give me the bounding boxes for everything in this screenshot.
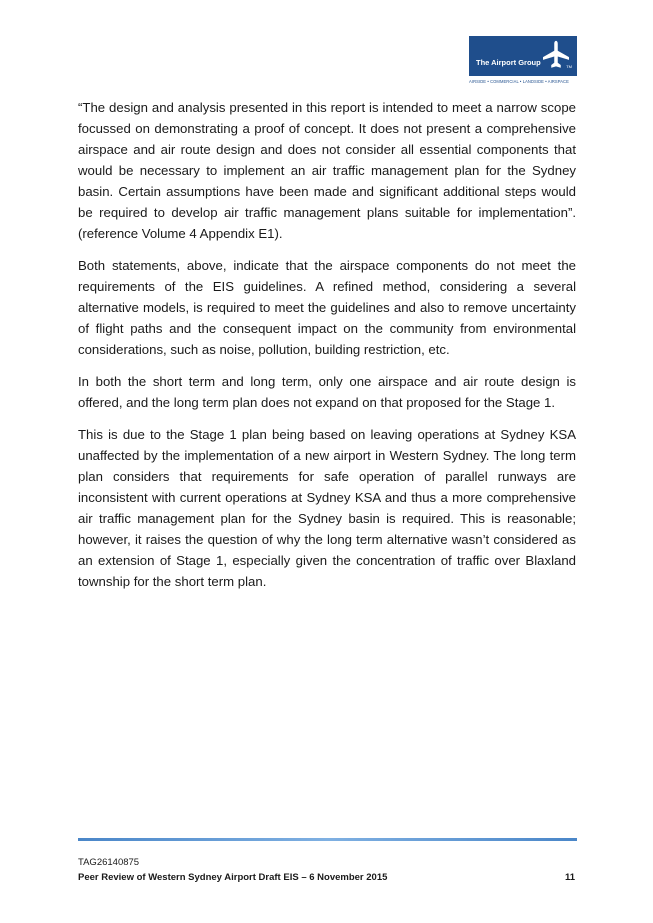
logo-badge [469,36,577,76]
company-logo [469,36,577,91]
footer-divider [78,838,577,841]
paragraph-short-long-term: In both the short term and long term, only one airspace and air route design is offered, and the long term plan does not expand on that proposed for the Stage 1. [78,374,576,410]
body-text [78,97,576,603]
logo-name: The Airport Group [476,58,541,67]
document-title: Peer Review of Western Sydney Airport Draft EIS – 6 November 2015 [78,872,388,883]
paragraph-quote: “The design and analysis presented in this report is intended to meet a narrow scope focussed on demonstrating a proof of concept. It does not present a comprehensive airspace and air route design and does not consider all essential components that would be necessary to implement an air traffic management plan for the Sydney basin. Certain assumptions have been made and significant additional steps would be required to develop air traffic management plans suitable for implementation”. (reference Volume 4 Appendix E1). [78,100,576,241]
paragraph-stage-1: This is due to the Stage 1 plan being based on leaving operations at Sydney KSA unaffected by the implementation of a new airport in Western Sydney. The long term plan considers that requirements for safe operation of parallel runways are inconsistent with current operations at Sydney KSA and thus a more comprehensive air traffic management plan for the Sydney basin is required. This is reasonable; however, it raises the question of why the long term alternative wasn’t considered as an extension of Stage 1, especially given the concentration of traffic over Blaxland township for the short term plan. [78,427,576,589]
logo-trademark: TM [566,64,572,69]
logo-tagline: AIRSIDE • COMMERCIAL • LANDSIDE • AIRSPACE [469,79,569,84]
document-reference: TAG26140875 [78,857,140,868]
paragraph-statements: Both statements, above, indicate that the airspace components do not meet the requirements of the EIS guidelines. A refined method, considering a several alternative models, is required to meet the guidelines and also to remove uncertainty of flight paths and the consequent impact on the community from environmental considerations, such as noise, pollution, building restriction, etc. [78,258,576,357]
page-number: 11 [564,872,575,883]
